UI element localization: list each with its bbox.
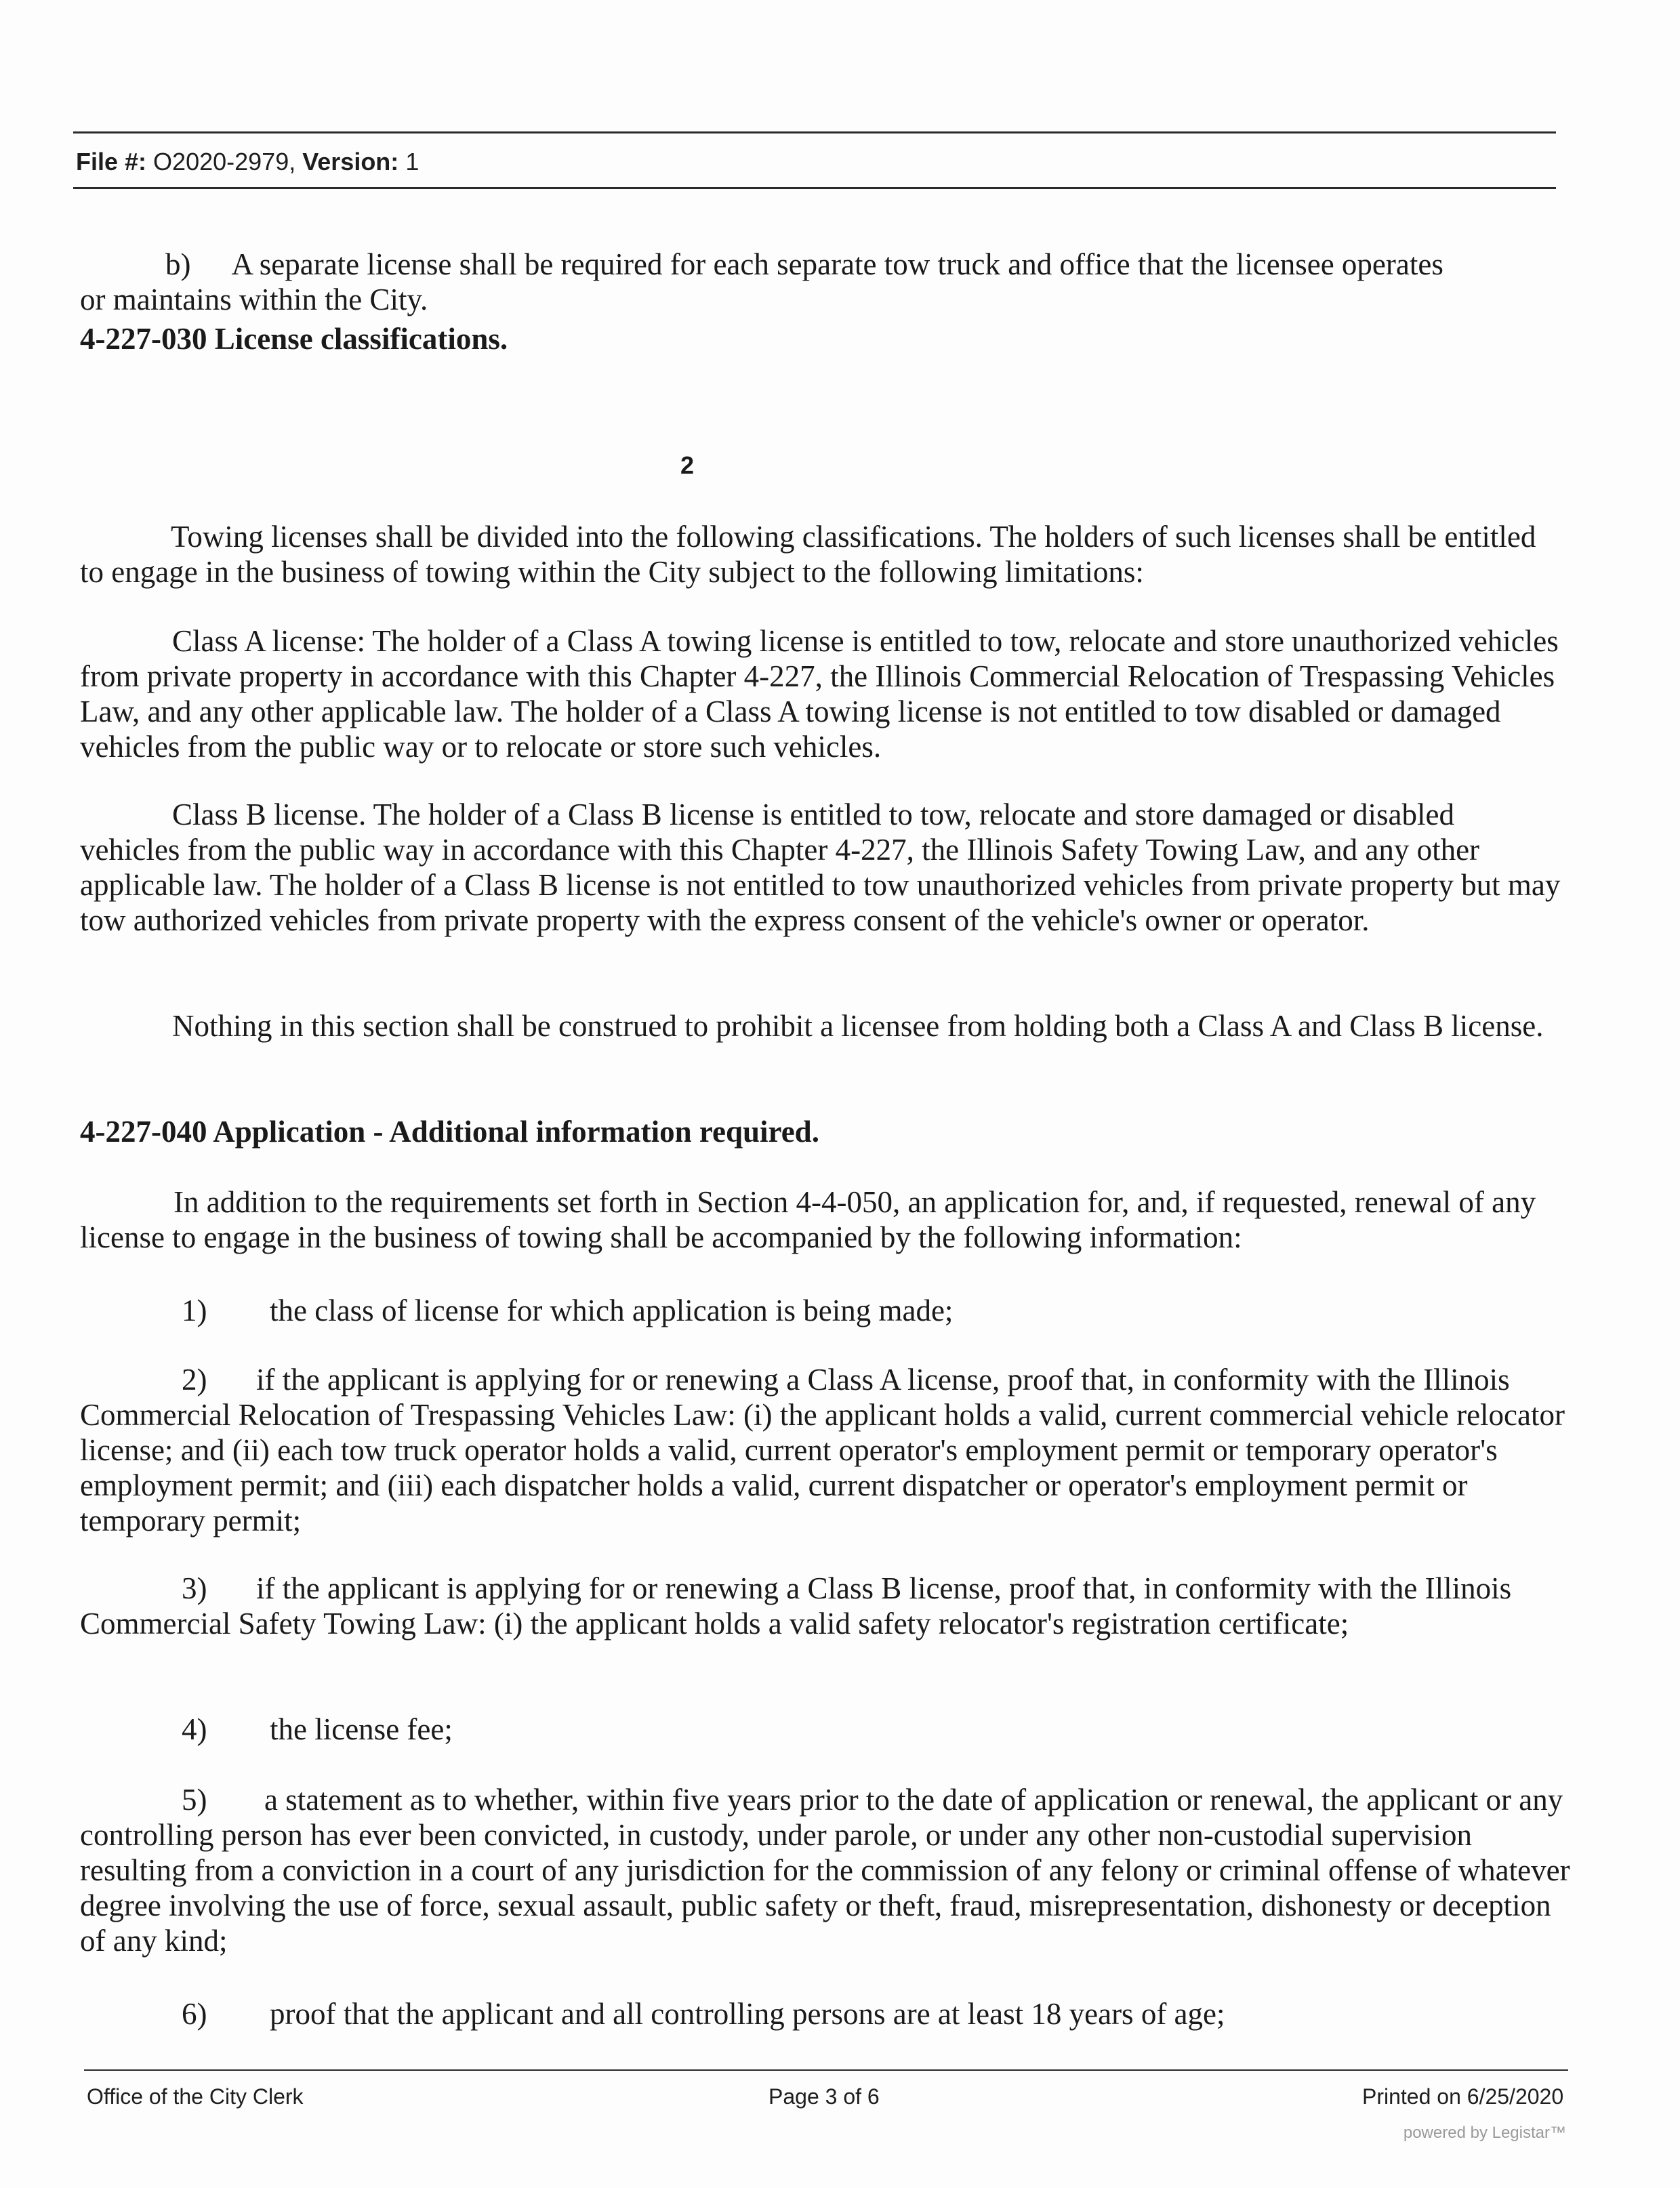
- list-item-number: 5): [182, 1783, 207, 1817]
- footer-powered-by: powered by Legistar™: [1403, 2124, 1566, 2142]
- page-marker: 2: [680, 451, 695, 479]
- list-item-text: the license fee;: [270, 1712, 453, 1746]
- list-item-3: [80, 1571, 1523, 1641]
- list-item-text: if the applicant is applying for or renewing a Class B license, proof that, in conformity with the Illinois Commercial Safety Towing Law: (i) the applicant holds a valid safety relocator's registration certificate;: [80, 1571, 1512, 1640]
- footer-printed-date: Printed on 6/25/2020: [1362, 2084, 1564, 2109]
- list-item-2: [80, 1362, 1578, 1538]
- class-b-paragraph: [80, 797, 1561, 938]
- section-heading-030: 4-227-030 License classifications.: [80, 322, 508, 356]
- list-item-text: a statement as to whether, within five years prior to the date of application or renewal, the applicant or any controlling person has ever been convicted, in custody, under parole, or under any other non-custodial supervision resulting from a conviction in a court of any jurisdiction for the commission of any felony or criminal offense of whatever degree involving the use of force, sexual assault, public safety or theft, fraud, misrepresentation, dishonesty or deception of any kind;: [80, 1783, 1570, 1958]
- version-label: Version:: [302, 148, 399, 176]
- list-item-text: the class of license for which application is being made;: [270, 1294, 954, 1327]
- nothing-paragraph: [80, 1008, 1571, 1044]
- version-number: 1: [405, 148, 419, 176]
- addition-paragraph: [80, 1184, 1578, 1255]
- footer-rule: [84, 2069, 1568, 2071]
- footer-page-number: Page 3 of 6: [769, 2084, 880, 2109]
- addition-text: In addition to the requirements set forth in Section 4-4-050, an application for, and, if requested, renewal of any license to engage in the business of towing shall be accompanied by the following information:: [80, 1185, 1536, 1254]
- nothing-text: Nothing in this section shall be construed to prohibit a licensee from holding both a Class A and Class B license.: [172, 1009, 1544, 1043]
- paragraph-b-label: b): [165, 247, 191, 281]
- intro-text: Towing licenses shall be divided into the following classifications. The holders of such licenses shall be entitled to engage in the business of towing within the City subject to the following limitations:: [80, 520, 1536, 589]
- list-item-4: [80, 1712, 1598, 1747]
- footer-office: Office of the City Clerk: [87, 2084, 304, 2109]
- list-item-1: [80, 1293, 1598, 1328]
- header-top-rule: [73, 131, 1556, 133]
- file-number: O2020-2979,: [153, 148, 296, 176]
- class-a-paragraph: [80, 623, 1574, 764]
- list-item-5: [80, 1782, 1571, 1958]
- list-item-text: proof that the applicant and all controlling persons are at least 18 years of age;: [270, 1997, 1225, 2031]
- list-item-number: 4): [182, 1712, 207, 1746]
- intro-paragraph: [80, 519, 1557, 590]
- header-bottom-rule: [73, 187, 1556, 189]
- list-item-number: 6): [182, 1997, 207, 2031]
- list-item-text: if the applicant is applying for or renewing a Class A license, proof that, in conformity with the Illinois Commercial Relocation of Trespassing Vehicles Law: (i) the applicant holds a valid, current commercial vehicle relocator license; and (ii) each tow truck operator holds a valid, current operator's employment permit or temporary operator's employment permit; and (iii) each dispatcher holds a valid, current dispatcher or operator's employment permit or temporary permit;: [80, 1363, 1565, 1537]
- paragraph-b: [80, 247, 1476, 317]
- file-label: File #:: [76, 148, 147, 176]
- class-a-text: Class A license: The holder of a Class A towing license is entitled to tow, relocate and store unauthorized vehicles from private property in accordance with this Chapter 4-227, the Illinois Commercial Relocation of Trespassing Vehicles Law, and any other applicable law. The holder of a Class A towing license is not entitled to tow disabled or damaged vehicles from the public way or to relocate or store such vehicles.: [80, 624, 1559, 764]
- section-heading-040: 4-227-040 Application - Additional information required.: [80, 1115, 819, 1149]
- list-item-number: 3): [182, 1571, 207, 1605]
- paragraph-b-text: A separate license shall be required for each separate tow truck and office that the licensee operates or maintains within the City.: [80, 247, 1443, 316]
- list-item-number: 2): [182, 1363, 207, 1397]
- list-item-number: 1): [182, 1294, 207, 1327]
- list-item-6: [80, 1996, 1598, 2031]
- file-info-line: [76, 148, 419, 176]
- class-b-text: Class B license. The holder of a Class B license is entitled to tow, relocate and store damaged or disabled vehicles from the public way in accordance with this Chapter 4-227, the Illinois Safety Towing Law, and any other applicable law. The holder of a Class B license is not entitled to tow unauthorized vehicles from private property but may tow authorized vehicles from private property with the express consent of the vehicle's owner or operator.: [80, 798, 1561, 937]
